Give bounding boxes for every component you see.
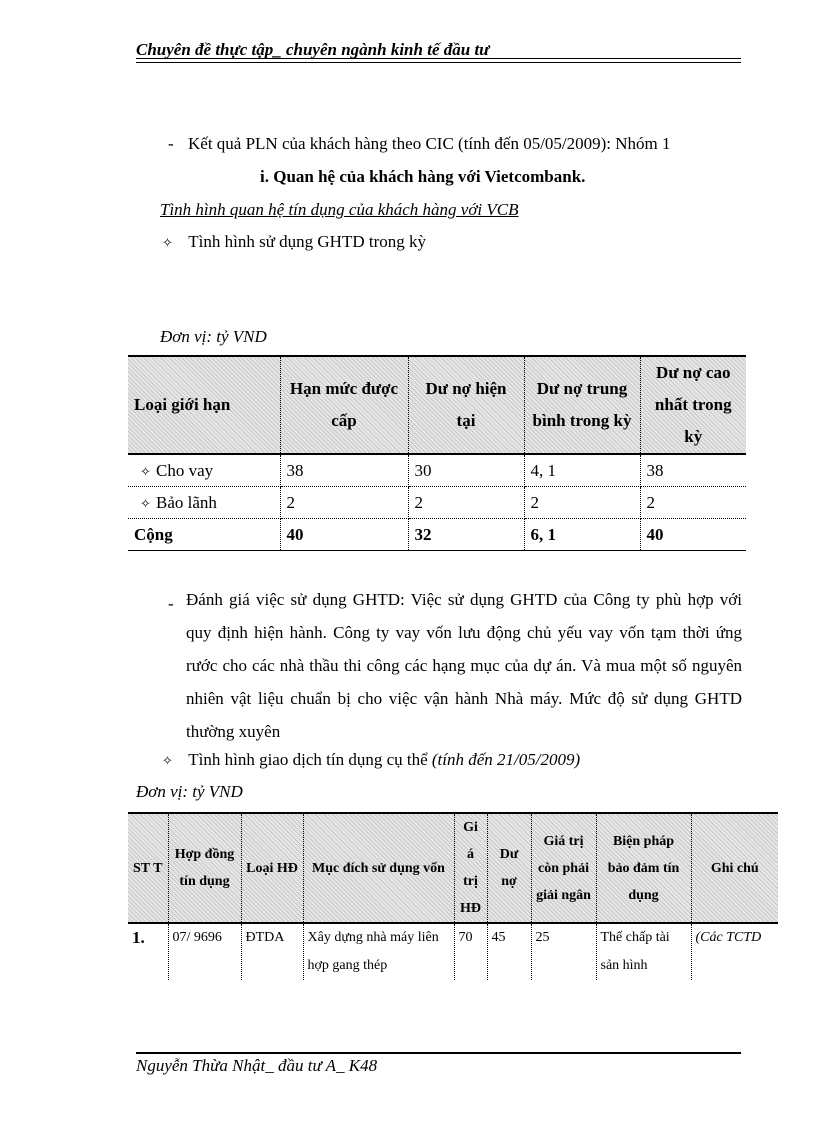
table-cell: 6, 1 — [524, 519, 640, 551]
credit-limit-table — [128, 355, 746, 551]
table-cell: 30 — [408, 454, 524, 487]
subtitle: Tình hình quan hệ tín dụng của khách hàng với VCB — [160, 200, 519, 219]
table-row — [128, 923, 778, 980]
footer-rule — [136, 1052, 741, 1054]
header-cell: Hạn mức được cấp — [280, 356, 408, 454]
header-cell: Dư nợ trung bình trong kỳ — [524, 356, 640, 454]
table-cell: 45 — [487, 923, 531, 980]
diamond-bullet-icon: ✧ — [140, 463, 151, 479]
table-cell: Cộng — [128, 519, 280, 551]
table-cell: 2 — [640, 487, 746, 519]
header-rule-2 — [136, 62, 741, 63]
header-cell: Gi á trị HĐ — [454, 813, 487, 923]
table-header-row — [128, 356, 746, 454]
page-header: Chuyên đề thực tập_ chuyên ngành kinh tế đầu tư — [136, 40, 490, 59]
header-cell: ST T — [128, 813, 168, 923]
table-cell: 2 — [280, 487, 408, 519]
bullet-usage: ✧ Tình hình sử dụng GHTD trong kỳ — [162, 232, 427, 251]
credit-transaction-table — [128, 812, 778, 980]
table-cell: 2 — [408, 487, 524, 519]
table-cell: 40 — [640, 519, 746, 551]
table-cell: Thế chấp tài sản hình — [596, 923, 691, 980]
header-cell: Giá trị còn phải giải ngân — [531, 813, 596, 923]
header-cell: Dư nợ hiện tại — [408, 356, 524, 454]
header-cell: Loại HĐ — [241, 813, 303, 923]
diamond-bullet-icon: ✧ — [140, 495, 151, 511]
table-cell: ĐTDA — [241, 923, 303, 980]
table-cell: 4, 1 — [524, 454, 640, 487]
table-cell: 40 — [280, 519, 408, 551]
page-footer: Nguyễn Thừa Nhật_ đầu tư A_ K48 — [136, 1056, 378, 1075]
row-label-cell: ✧ Bảo lãnh — [128, 487, 280, 519]
header-cell: Ghi chú — [691, 813, 778, 923]
cic-result-line: - Kết quả PLN của khách hàng theo CIC (tính đến 05/05/2009): Nhóm 1 — [168, 134, 671, 153]
diamond-bullet-icon: ✧ — [162, 235, 173, 250]
table-cell: 70 — [454, 923, 487, 980]
table-cell: (Các TCTD — [695, 930, 762, 945]
table-row — [128, 487, 746, 519]
header-cell: Dư nợ — [487, 813, 531, 923]
table-cell: 38 — [280, 454, 408, 487]
header-rule — [136, 58, 741, 59]
header-cell: Dư nợ cao nhất trong kỳ — [640, 356, 746, 454]
unit-label-1: Đơn vị: tỷ VND — [160, 327, 267, 346]
dash-marker: - — [168, 134, 174, 153]
table-cell: Xây dựng nhà máy liên hợp gang thép — [303, 923, 454, 980]
header-cell: Biện pháp bảo đảm tín dụng — [596, 813, 691, 923]
header-cell: Loại giới hạn — [128, 356, 280, 454]
table-total-row — [128, 519, 746, 551]
table-cell: 38 — [640, 454, 746, 487]
header-cell: Hợp đồng tín dụng — [168, 813, 241, 923]
table-row — [128, 454, 746, 487]
table-cell: 25 — [531, 923, 596, 980]
table-cell: 1. — [128, 923, 168, 980]
dash-marker: - — [168, 594, 174, 613]
evaluation-paragraph: Đánh giá việc sử dụng GHTD: Việc sử dụng GHTD của Công ty phù hợp với quy định hiện hành. Công ty vay vốn lưu động chủ yếu vay vốn tạm thời ứng rước cho các nhà thầu thi công các hạng mục của dự án. Và mua một số nguyên nhiên vật liệu chuẩn bị cho việc vận hành Nhà máy. Mức độ sử dụng GHTD thường xuyên — [186, 590, 742, 741]
table-cell: 07/ 9696 — [168, 923, 241, 980]
header-cell: Mục đích sử dụng vốn — [303, 813, 454, 923]
table-header-row — [128, 813, 778, 923]
bullet-transactions: ✧ Tình hình giao dịch tín dụng cụ thể (tính đến 21/05/2009) — [162, 750, 581, 769]
table-cell: 32 — [408, 519, 524, 551]
row-label-cell: ✧ Cho vay — [128, 454, 280, 487]
diamond-bullet-icon: ✧ — [162, 753, 173, 768]
unit-label-2: Đơn vị: tỷ VND — [136, 782, 243, 801]
section-heading: i. Quan hệ của khách hàng với Vietcombank. — [260, 167, 586, 186]
table-cell: 2 — [524, 487, 640, 519]
